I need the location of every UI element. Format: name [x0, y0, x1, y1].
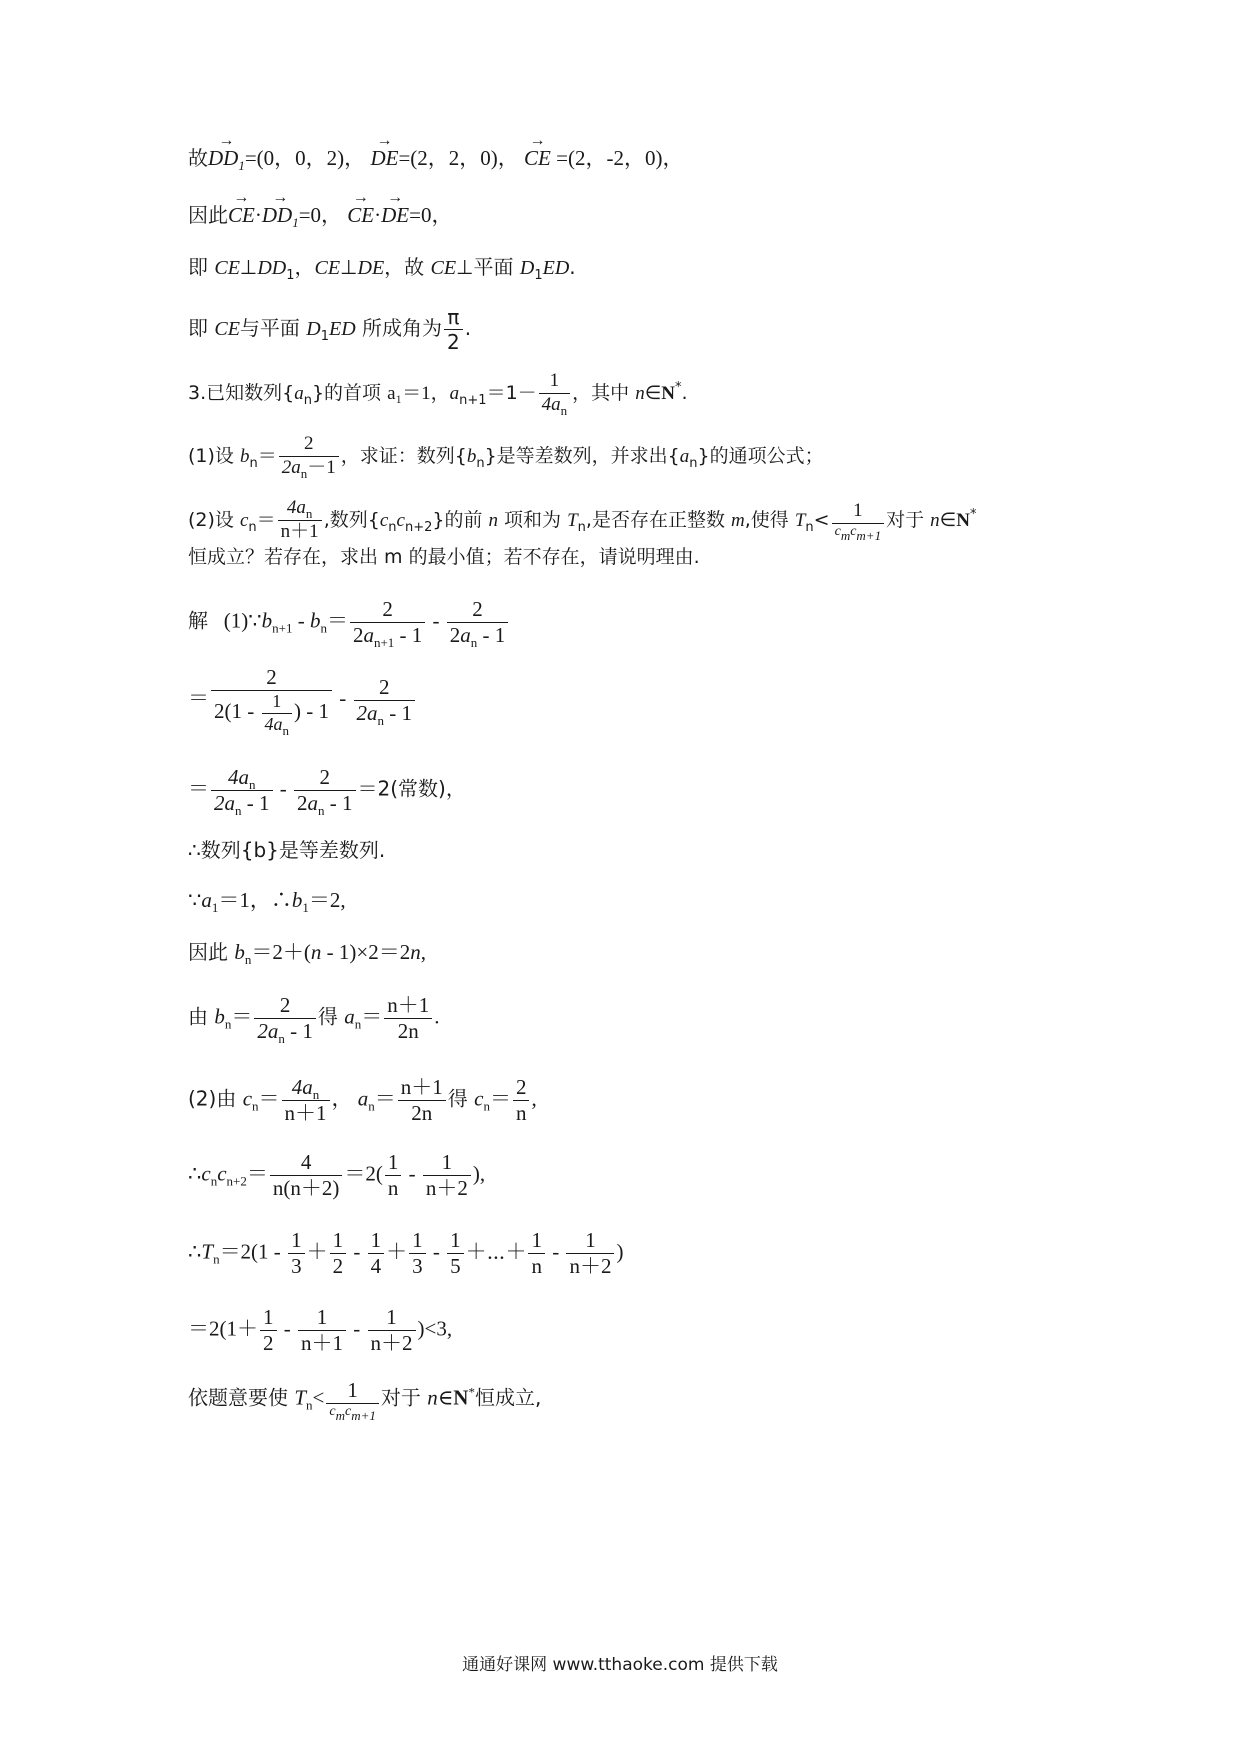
vector-ce: → CE	[228, 205, 255, 226]
solution-step-5: $\because a_1=1$，$\therefore b_1=2$,	[188, 888, 346, 915]
solution-step-6: 因此 $b_n=2+(n$ ‐ 1)×2＝2n,	[188, 940, 426, 967]
fraction: $\frac{4}{n(n+2)}$	[270, 1150, 343, 1201]
dot-product-line: 因此→ $CE\cdot\to DD_1=0$， → CE·→ DE=0，	[188, 205, 452, 226]
fraction: $\frac{2}{n}$	[513, 1075, 530, 1126]
solution-step-9: $\therefore c_nc_{n+2}=$ $\frac{4}{n(n+2)}$ ＝2( $\frac{1}{n}$ ‐ $\frac{1}{n+2}$ ),	[188, 1150, 486, 1201]
fraction: $\frac{1}{2}$	[260, 1305, 277, 1356]
vector-de: → DE	[370, 148, 398, 169]
solution-step-7: 由 $b_n=$ $\frac{2}{2a_n ‐ 1}$ 得 $a_n=$ $\frac{n+1}{2n}$ .	[188, 993, 440, 1047]
pi-over-2: $\frac{\pi}{2}$	[444, 305, 463, 354]
fraction: $\frac{n+1}{2n}$	[384, 993, 432, 1044]
fraction: $\frac{2}{2a_n ‐ 1}$	[254, 993, 316, 1044]
fraction: $\frac{1}{n}$	[528, 1228, 545, 1279]
fraction: 2 2(1 ‐ $\frac{1}{4a_n}$ ) ‐ 1	[211, 665, 332, 735]
vector-dd1: → $DD_1$	[262, 205, 299, 226]
fraction: $\frac{2}{2a_{n+1} ‐ 1}$	[350, 597, 425, 648]
vector-dd1: → $DD_1$	[208, 148, 245, 169]
solution-step-8: (2)由 $c_n=$ $\frac{4a_n}{n+1}$ ， $a_n=$ $\frac{n+1}{2n}$ 得 $c_n=$ $\frac{2}{n}$ ,	[188, 1075, 537, 1126]
perpendicular-line: 即 $CE\perp DD_1$，CE⊥DE，故 CE⊥平面 $D_1ED$.	[188, 255, 576, 283]
fraction: $\frac{1}{4a_n}$	[539, 370, 571, 417]
vector-ce: → CE	[524, 148, 551, 169]
solution-step-1: 解 $(1)\because b_{n+1}$ ‐ $b_n=$ $\frac{2}{2a_{n+1} ‐ 1}$ ‐ $\frac{2}{2a_n ‐ 1}$	[188, 597, 510, 648]
fraction: $\frac{1}{4}$	[368, 1228, 385, 1279]
fraction: $\frac{1}{n+2}$	[368, 1305, 416, 1356]
question-3: 3.已知数列$\{a_n\}$的首项 a₁＝1，$a_{n+1}=1-$ $\frac{1}{4a_n}$ ，其中 n∈N*.	[188, 370, 688, 418]
angle-line: 即 CE与平面 $D_1ED$ 所成角为 $\frac{\pi}{2}$ .	[188, 305, 472, 354]
fraction: $\frac{2}{2a_n ‐ 1}$	[354, 675, 416, 726]
fraction: $\frac{1}{2}$	[330, 1228, 347, 1279]
solution-step-10: $\therefore T_n=2(1$ ‐ $\frac{1}{3}$ ＋ $\frac{1}{2}$ ‐ $\frac{1}{4}$ ＋ $\frac{1}{3}$ ‐ $\frac{1}{5}$ ＋⋯＋ $\frac{1}{n}$ ‐ $\frac{1}{n+2}$ )	[188, 1228, 624, 1279]
fraction: $\frac{4a_n}{n+1}$	[278, 497, 322, 544]
question-3-part-2-cont: 恒成立？若存在，求出 m 的最小值；若不存在，请说明理由.	[188, 546, 700, 568]
fraction: $\frac{1}{5}$	[447, 1228, 464, 1279]
solution-step-3: ＝ $\frac{4a_n}{2a_n ‐ 1}$ ‐ $\frac{2}{2a_n ‐ 1}$ ＝2(常数)，	[188, 765, 466, 819]
fraction: $\frac{1}{c_mc_{m+1}}$	[832, 500, 885, 541]
fraction: $\frac{4a_n}{2a_n ‐ 1}$	[211, 765, 273, 816]
vector-ce: → CE	[347, 205, 374, 226]
fraction: $\frac{1}{c_mc_{m+1}}$	[326, 1378, 379, 1421]
fraction: $\frac{2}{2a_n ‐ 1}$	[294, 765, 356, 816]
solution-step-12: 依题意要使 $T_n<$ $\frac{1}{c_mc_{m+1}}$ 对于 n∈N*恒成立,	[188, 1378, 542, 1424]
fraction: $\frac{1}{n+1}$	[298, 1305, 346, 1356]
solution-step-4: ∴数列{b}是等差数列.	[188, 838, 386, 862]
fraction: $\frac{1}{n+2}$	[566, 1228, 614, 1279]
question-3-part-2: (2)设 $c_n=$ $\frac{4a_n}{n+1}$ ,数列$\{c_nc_{n+2}\}$的前 n 项和为 $T_n$,是否存在正整数 m,使得 $T_n<$ $\frac{1}{c_mc_{m+1}}$ 对于 n∈N*	[188, 497, 977, 543]
fraction: $\frac{1}{3}$	[288, 1228, 305, 1279]
fraction: $\frac{1}{n}$	[385, 1150, 402, 1201]
fraction: $\frac{1}{n+2}$	[423, 1150, 471, 1201]
solution-step-11: ＝2(1＋ $\frac{1}{2}$ ‐ $\frac{1}{n+1}$ ‐ $\frac{1}{n+2}$ )<3,	[188, 1305, 453, 1356]
vector-components-line: 故→ $DD_1=(0$，0，2)， → DE=(2，2，0)， → CE =(2，‐2，0)，	[188, 148, 683, 169]
question-3-part-1: (1)设 $b_n=$ $\frac{2}{2a_n-1}$ ，求证：数列$\{b_n\}$是等差数列，并求出$\{a_n\}$的通项公式；	[188, 433, 824, 481]
page-footer: 通通好课网 www.tthaoke.com 提供下载	[462, 1655, 778, 1675]
fraction: $\frac{1}{3}$	[409, 1228, 426, 1279]
solution-step-2: ＝ 2 2(1 ‐ $\frac{1}{4a_n}$ ) ‐ 1 ‐ $\frac{2}{2a_n ‐ 1}$	[188, 665, 417, 735]
fraction: $\frac{2}{2a_n ‐ 1}$	[447, 597, 509, 648]
fraction: $\frac{n+1}{2n}$	[398, 1075, 446, 1126]
fraction: $\frac{4a_n}{n+1}$	[282, 1075, 330, 1126]
vector-de: → DE	[381, 205, 409, 226]
fraction: $\frac{2}{2a_n-1}$	[279, 433, 339, 480]
